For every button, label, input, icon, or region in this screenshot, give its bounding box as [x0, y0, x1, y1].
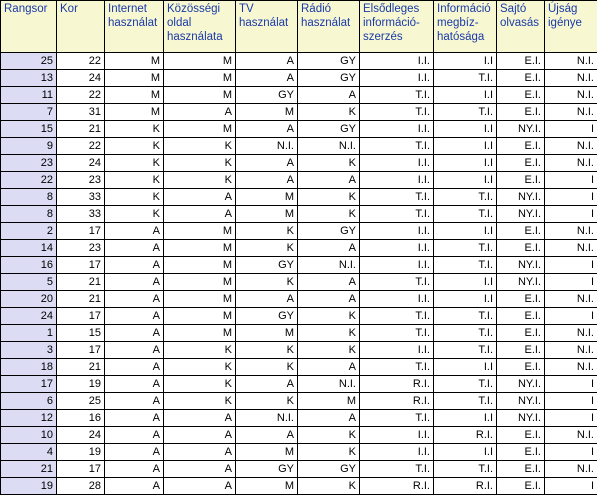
table-cell[interactable]: K — [298, 155, 360, 172]
table-cell[interactable]: E.I. — [497, 104, 545, 121]
table-cell[interactable]: 21 — [57, 274, 105, 291]
table-cell[interactable]: I.I — [434, 359, 497, 376]
table-cell[interactable]: A — [105, 359, 164, 376]
table-cell[interactable]: T.I. — [360, 104, 434, 121]
table-cell[interactable]: T.I. — [434, 240, 497, 257]
rank-cell[interactable]: 21 — [1, 461, 57, 478]
table-row — [1, 172, 597, 189]
table-cell[interactable]: A — [164, 427, 236, 444]
table-cell[interactable]: K — [164, 359, 236, 376]
table-cell[interactable]: K — [164, 155, 236, 172]
table-cell[interactable]: M — [164, 257, 236, 274]
table-cell[interactable]: K — [164, 138, 236, 155]
table-cell[interactable]: A — [236, 427, 298, 444]
table-cell[interactable]: I.I. — [360, 257, 434, 274]
table-cell[interactable]: M — [164, 121, 236, 138]
table-row — [1, 325, 597, 342]
table-cell[interactable]: I — [545, 444, 597, 461]
table-cell[interactable]: A — [105, 240, 164, 257]
table-cell[interactable]: M — [164, 70, 236, 87]
table-cell[interactable]: GY — [298, 223, 360, 240]
table-cell[interactable]: I.I. — [360, 70, 434, 87]
table-cell[interactable]: K — [298, 308, 360, 325]
table-cell[interactable]: 33 — [57, 206, 105, 223]
table-cell[interactable]: R.I. — [360, 376, 434, 393]
table-cell[interactable]: A — [105, 393, 164, 410]
table-cell[interactable]: M — [236, 189, 298, 206]
table-cell[interactable]: A — [164, 206, 236, 223]
table-cell[interactable]: NY.I. — [497, 121, 545, 138]
rank-cell[interactable]: 4 — [1, 444, 57, 461]
table-cell[interactable]: M — [164, 240, 236, 257]
table-row — [1, 427, 597, 444]
table-cell[interactable]: A — [298, 291, 360, 308]
table-cell[interactable]: K — [298, 427, 360, 444]
table-cell[interactable]: E.I. — [497, 444, 545, 461]
table-cell[interactable]: M — [236, 206, 298, 223]
table-cell[interactable]: M — [164, 274, 236, 291]
table-cell[interactable]: A — [164, 461, 236, 478]
rank-cell[interactable]: 22 — [1, 172, 57, 189]
table-cell[interactable]: M — [298, 393, 360, 410]
table-cell[interactable]: I.I. — [360, 427, 434, 444]
table-cell[interactable]: I.I. — [360, 240, 434, 257]
table-cell[interactable]: A — [105, 291, 164, 308]
table-cell[interactable]: A — [236, 172, 298, 189]
table-cell[interactable]: 21 — [57, 359, 105, 376]
table-row — [1, 444, 597, 461]
table-cell[interactable]: T.I. — [360, 138, 434, 155]
table-cell[interactable]: R.I. — [434, 478, 497, 495]
table-cell[interactable]: T.I. — [434, 189, 497, 206]
table-cell[interactable]: K — [164, 376, 236, 393]
table-cell[interactable]: M — [164, 87, 236, 104]
table-cell[interactable]: N.I. — [545, 155, 597, 172]
table-cell[interactable]: GY — [236, 308, 298, 325]
table-cell[interactable]: K — [164, 342, 236, 359]
table-cell[interactable]: A — [105, 410, 164, 427]
table-cell[interactable]: T.I. — [434, 104, 497, 121]
table-cell[interactable]: 15 — [57, 325, 105, 342]
header-cell[interactable]: Újság igénye — [545, 1, 597, 53]
table-cell[interactable]: I.I. — [360, 53, 434, 70]
table-cell[interactable]: 33 — [57, 189, 105, 206]
table-cell[interactable]: 22 — [57, 138, 105, 155]
table-cell[interactable]: GY — [298, 121, 360, 138]
table-cell[interactable]: M — [236, 325, 298, 342]
table-cell[interactable]: K — [236, 393, 298, 410]
table-cell[interactable]: GY — [236, 461, 298, 478]
header-cell[interactable]: Sajtó olvasás — [497, 1, 545, 53]
header-row — [1, 1, 597, 53]
table-cell[interactable]: E.I. — [497, 342, 545, 359]
rank-cell[interactable]: 19 — [1, 478, 57, 495]
table-cell[interactable]: N.I. — [545, 325, 597, 342]
table-cell[interactable]: A — [298, 410, 360, 427]
table-cell[interactable]: E.I. — [497, 138, 545, 155]
table-cell[interactable]: T.I. — [360, 87, 434, 104]
table-cell[interactable]: 19 — [57, 376, 105, 393]
table-cell[interactable]: 17 — [57, 257, 105, 274]
table-cell[interactable]: I.I. — [360, 444, 434, 461]
table-cell[interactable]: N.I. — [236, 410, 298, 427]
table-row — [1, 53, 597, 70]
table-cell[interactable]: N.I. — [545, 70, 597, 87]
table-cell[interactable]: A — [105, 325, 164, 342]
table-cell[interactable]: A — [236, 53, 298, 70]
table-cell[interactable]: N.I. — [545, 461, 597, 478]
table-cell[interactable]: NY.I. — [497, 257, 545, 274]
table-cell[interactable]: T.I. — [360, 461, 434, 478]
table-cell[interactable]: A — [236, 376, 298, 393]
table-cell[interactable]: 28 — [57, 478, 105, 495]
table-cell[interactable]: N.I. — [545, 104, 597, 121]
rank-cell[interactable]: 18 — [1, 359, 57, 376]
table-cell[interactable]: I — [545, 172, 597, 189]
table-cell[interactable]: 25 — [57, 393, 105, 410]
table-cell[interactable]: E.I. — [497, 87, 545, 104]
table-cell[interactable]: T.I. — [434, 257, 497, 274]
table-cell[interactable]: I.I. — [360, 223, 434, 240]
table-cell[interactable]: 31 — [57, 104, 105, 121]
table-row — [1, 121, 597, 138]
rank-cell[interactable]: 24 — [1, 308, 57, 325]
table-cell[interactable]: 24 — [57, 70, 105, 87]
table-cell[interactable]: 17 — [57, 308, 105, 325]
rank-cell[interactable]: 6 — [1, 393, 57, 410]
table-cell[interactable]: I.I. — [360, 342, 434, 359]
table-cell[interactable]: I — [545, 376, 597, 393]
table-cell[interactable]: E.I. — [497, 427, 545, 444]
table-cell[interactable]: K — [298, 206, 360, 223]
table-cell[interactable]: E.I. — [497, 240, 545, 257]
table-cell[interactable]: I.I — [434, 291, 497, 308]
table-cell[interactable]: NY.I. — [497, 274, 545, 291]
table-cell[interactable]: K — [105, 121, 164, 138]
rank-cell[interactable]: 11 — [1, 87, 57, 104]
table-cell[interactable]: K — [298, 104, 360, 121]
table-cell[interactable]: 22 — [57, 87, 105, 104]
table-cell[interactable]: T.I. — [360, 325, 434, 342]
table-cell[interactable]: T.I. — [360, 206, 434, 223]
table-cell[interactable]: I — [545, 274, 597, 291]
table-cell[interactable]: I — [545, 121, 597, 138]
table-cell[interactable]: M — [236, 104, 298, 121]
table-cell[interactable]: N.I. — [545, 240, 597, 257]
rank-cell[interactable]: 2 — [1, 223, 57, 240]
table-row — [1, 308, 597, 325]
table-cell[interactable]: N.I. — [545, 427, 597, 444]
table-cell[interactable]: GY — [236, 257, 298, 274]
table-cell[interactable]: M — [105, 87, 164, 104]
table-cell[interactable]: I.I — [434, 138, 497, 155]
table-cell[interactable]: A — [105, 461, 164, 478]
table-cell[interactable]: 17 — [57, 461, 105, 478]
table-cell[interactable]: A — [236, 291, 298, 308]
table-row — [1, 410, 597, 427]
table-cell[interactable]: T.I. — [360, 274, 434, 291]
table-cell[interactable]: K — [236, 342, 298, 359]
table-cell[interactable]: A — [298, 359, 360, 376]
table-cell[interactable]: NY.I. — [497, 206, 545, 223]
table-cell[interactable]: R.I. — [360, 478, 434, 495]
table-cell[interactable]: N.I. — [545, 138, 597, 155]
table-cell[interactable]: N.I. — [545, 291, 597, 308]
table-cell[interactable]: I — [545, 393, 597, 410]
table-cell[interactable]: E.I. — [497, 172, 545, 189]
table-cell[interactable]: A — [236, 155, 298, 172]
table-cell[interactable]: A — [164, 478, 236, 495]
header-cell[interactable]: TV használat — [236, 1, 298, 53]
table-row — [1, 223, 597, 240]
table-cell[interactable]: T.I. — [434, 325, 497, 342]
table-cell[interactable]: T.I. — [434, 376, 497, 393]
table-cell[interactable]: K — [298, 325, 360, 342]
rank-cell[interactable]: 3 — [1, 342, 57, 359]
table-cell[interactable]: I — [545, 410, 597, 427]
table-row — [1, 189, 597, 206]
table-cell[interactable]: K — [105, 206, 164, 223]
table-cell[interactable]: N.I. — [545, 53, 597, 70]
table-cell[interactable]: I.I — [434, 53, 497, 70]
header-cell[interactable]: Közösségi oldal használata — [164, 1, 236, 53]
table-cell[interactable]: 17 — [57, 223, 105, 240]
table-cell[interactable]: E.I. — [497, 308, 545, 325]
table-cell[interactable]: A — [105, 257, 164, 274]
table-cell[interactable]: N.I. — [545, 87, 597, 104]
table-cell[interactable]: M — [105, 104, 164, 121]
table-cell[interactable]: M — [236, 444, 298, 461]
table-cell[interactable]: T.I. — [360, 308, 434, 325]
table-row — [1, 206, 597, 223]
table-cell[interactable]: A — [105, 274, 164, 291]
rank-cell[interactable]: 16 — [1, 257, 57, 274]
table-cell[interactable]: 23 — [57, 240, 105, 257]
table-cell[interactable]: I — [545, 206, 597, 223]
table-cell[interactable]: A — [105, 342, 164, 359]
table-cell[interactable]: E.I. — [497, 155, 545, 172]
table-cell[interactable]: I — [545, 257, 597, 274]
table-cell[interactable]: GY — [236, 87, 298, 104]
header-cell[interactable]: Rádió használat — [298, 1, 360, 53]
table-body — [1, 53, 597, 495]
table-cell[interactable]: R.I. — [434, 427, 497, 444]
header-cell[interactable]: Internet használat — [105, 1, 164, 53]
table-cell[interactable]: M — [236, 478, 298, 495]
rank-cell[interactable]: 12 — [1, 410, 57, 427]
table-cell[interactable]: NY.I. — [497, 393, 545, 410]
table-row — [1, 70, 597, 87]
table-cell[interactable]: 22 — [57, 53, 105, 70]
table-cell[interactable]: T.I. — [434, 206, 497, 223]
table-cell[interactable]: I — [545, 308, 597, 325]
table-cell[interactable]: E.I. — [497, 291, 545, 308]
rank-cell[interactable]: 23 — [1, 155, 57, 172]
table-cell[interactable]: I.I — [434, 223, 497, 240]
rank-cell[interactable]: 10 — [1, 427, 57, 444]
table-cell[interactable]: I.I. — [360, 291, 434, 308]
table-cell[interactable]: K — [236, 240, 298, 257]
table-cell[interactable]: 24 — [57, 427, 105, 444]
table-cell[interactable]: I.I — [434, 155, 497, 172]
table-cell[interactable]: 19 — [57, 444, 105, 461]
table-cell[interactable]: NY.I. — [497, 376, 545, 393]
rank-cell[interactable]: 9 — [1, 138, 57, 155]
rank-cell[interactable]: 17 — [1, 376, 57, 393]
table-cell[interactable]: A — [298, 87, 360, 104]
table-cell[interactable]: NY.I. — [497, 410, 545, 427]
table-row — [1, 359, 597, 376]
table-cell[interactable]: E.I. — [497, 359, 545, 376]
table-cell[interactable]: T.I. — [434, 461, 497, 478]
table-cell[interactable]: T.I. — [360, 359, 434, 376]
table-cell[interactable]: A — [298, 172, 360, 189]
table-row — [1, 461, 597, 478]
table-cell[interactable]: A — [105, 223, 164, 240]
table-cell[interactable]: GY — [298, 461, 360, 478]
table-cell[interactable]: A — [236, 121, 298, 138]
rank-cell[interactable]: 8 — [1, 189, 57, 206]
table-cell[interactable]: N.I. — [298, 376, 360, 393]
table-cell[interactable]: 24 — [57, 155, 105, 172]
table-cell[interactable]: K — [164, 393, 236, 410]
table-cell[interactable]: I.I. — [360, 172, 434, 189]
table-cell[interactable]: K — [105, 155, 164, 172]
table-cell[interactable]: T.I. — [434, 308, 497, 325]
table-cell[interactable]: E.I. — [497, 478, 545, 495]
rank-cell[interactable]: 25 — [1, 53, 57, 70]
table-cell[interactable]: GY — [298, 70, 360, 87]
table-cell[interactable]: K — [236, 359, 298, 376]
table-cell[interactable]: M — [164, 291, 236, 308]
table-cell[interactable]: M — [105, 53, 164, 70]
table-row — [1, 155, 597, 172]
table-cell[interactable]: K — [164, 172, 236, 189]
table-cell[interactable]: I.I — [434, 172, 497, 189]
table-cell[interactable]: NY.I. — [497, 189, 545, 206]
table-cell[interactable]: E.I. — [497, 461, 545, 478]
header-cell[interactable]: Kor — [57, 1, 105, 53]
table-cell[interactable]: M — [164, 53, 236, 70]
table-cell[interactable]: A — [164, 444, 236, 461]
table-cell[interactable]: M — [105, 70, 164, 87]
table-row — [1, 138, 597, 155]
table-row — [1, 393, 597, 410]
rank-cell[interactable]: 20 — [1, 291, 57, 308]
table-cell[interactable]: A — [298, 274, 360, 291]
table-cell[interactable]: M — [164, 325, 236, 342]
table-cell[interactable]: R.I. — [360, 393, 434, 410]
table-cell[interactable]: I.I. — [360, 121, 434, 138]
table-cell[interactable]: M — [164, 223, 236, 240]
table-row — [1, 342, 597, 359]
table-row — [1, 104, 597, 121]
table-cell[interactable]: A — [105, 427, 164, 444]
table-cell[interactable]: A — [105, 376, 164, 393]
table-cell[interactable]: K — [298, 189, 360, 206]
table-cell[interactable]: A — [164, 189, 236, 206]
table-row — [1, 291, 597, 308]
table-cell[interactable]: I.I — [434, 274, 497, 291]
table-row — [1, 376, 597, 393]
table-cell[interactable]: A — [298, 240, 360, 257]
table-cell[interactable]: N.I. — [298, 138, 360, 155]
table-cell[interactable]: E.I. — [497, 223, 545, 240]
rank-cell[interactable]: 14 — [1, 240, 57, 257]
table-cell[interactable]: N.I. — [236, 138, 298, 155]
table-cell[interactable]: E.I. — [497, 70, 545, 87]
header-cell[interactable]: Elsődleges információ-szerzés — [360, 1, 434, 53]
header-cell[interactable]: Információ megbíz-hatósága — [434, 1, 497, 53]
table-cell[interactable]: N.I. — [298, 257, 360, 274]
table-cell[interactable]: GY — [298, 53, 360, 70]
rank-cell[interactable]: 8 — [1, 206, 57, 223]
table-row — [1, 240, 597, 257]
rank-cell[interactable]: 15 — [1, 121, 57, 138]
table-cell[interactable]: 23 — [57, 172, 105, 189]
table-cell[interactable]: E.I. — [497, 53, 545, 70]
table-cell[interactable]: K — [105, 189, 164, 206]
table-cell[interactable]: N.I. — [545, 359, 597, 376]
table-cell[interactable]: M — [164, 308, 236, 325]
table-cell[interactable]: I.I — [434, 121, 497, 138]
table-row — [1, 274, 597, 291]
table-cell[interactable]: T.I. — [434, 393, 497, 410]
table-cell[interactable]: N.I. — [545, 223, 597, 240]
table-cell[interactable]: 17 — [57, 342, 105, 359]
table-cell[interactable]: I.I — [434, 410, 497, 427]
table-cell[interactable]: T.I. — [360, 410, 434, 427]
table-cell[interactable]: I.I. — [360, 155, 434, 172]
table-cell[interactable]: A — [105, 308, 164, 325]
table-cell[interactable]: K — [105, 172, 164, 189]
table-row — [1, 87, 597, 104]
table-cell[interactable]: I.I — [434, 444, 497, 461]
table-cell[interactable]: A — [164, 410, 236, 427]
table-cell[interactable]: 16 — [57, 410, 105, 427]
table-row — [1, 257, 597, 274]
rank-cell[interactable]: 7 — [1, 104, 57, 121]
table-cell[interactable]: 21 — [57, 291, 105, 308]
table-cell[interactable]: K — [298, 444, 360, 461]
table-row — [1, 478, 597, 495]
table-cell[interactable]: E.I. — [497, 325, 545, 342]
header-cell[interactable]: Rangsor — [1, 1, 57, 53]
table-cell[interactable]: T.I. — [434, 342, 497, 359]
table-cell[interactable]: I.I — [434, 87, 497, 104]
table-cell[interactable]: I — [545, 478, 597, 495]
table-cell[interactable]: K — [298, 478, 360, 495]
table-cell[interactable]: T.I. — [360, 189, 434, 206]
table-cell[interactable]: 21 — [57, 121, 105, 138]
table-cell[interactable]: T.I. — [434, 70, 497, 87]
table-cell[interactable]: A — [236, 70, 298, 87]
table-cell[interactable]: I — [545, 189, 597, 206]
table-cell[interactable]: K — [236, 223, 298, 240]
table-cell[interactable]: K — [105, 138, 164, 155]
rank-cell[interactable]: 13 — [1, 70, 57, 87]
table-cell[interactable]: K — [298, 342, 360, 359]
rank-cell[interactable]: 5 — [1, 274, 57, 291]
table-cell[interactable]: A — [105, 478, 164, 495]
table-cell[interactable]: A — [105, 444, 164, 461]
rank-cell[interactable]: 1 — [1, 325, 57, 342]
table-cell[interactable]: N.I. — [545, 342, 597, 359]
table-cell[interactable]: A — [164, 104, 236, 121]
table-cell[interactable]: K — [236, 274, 298, 291]
